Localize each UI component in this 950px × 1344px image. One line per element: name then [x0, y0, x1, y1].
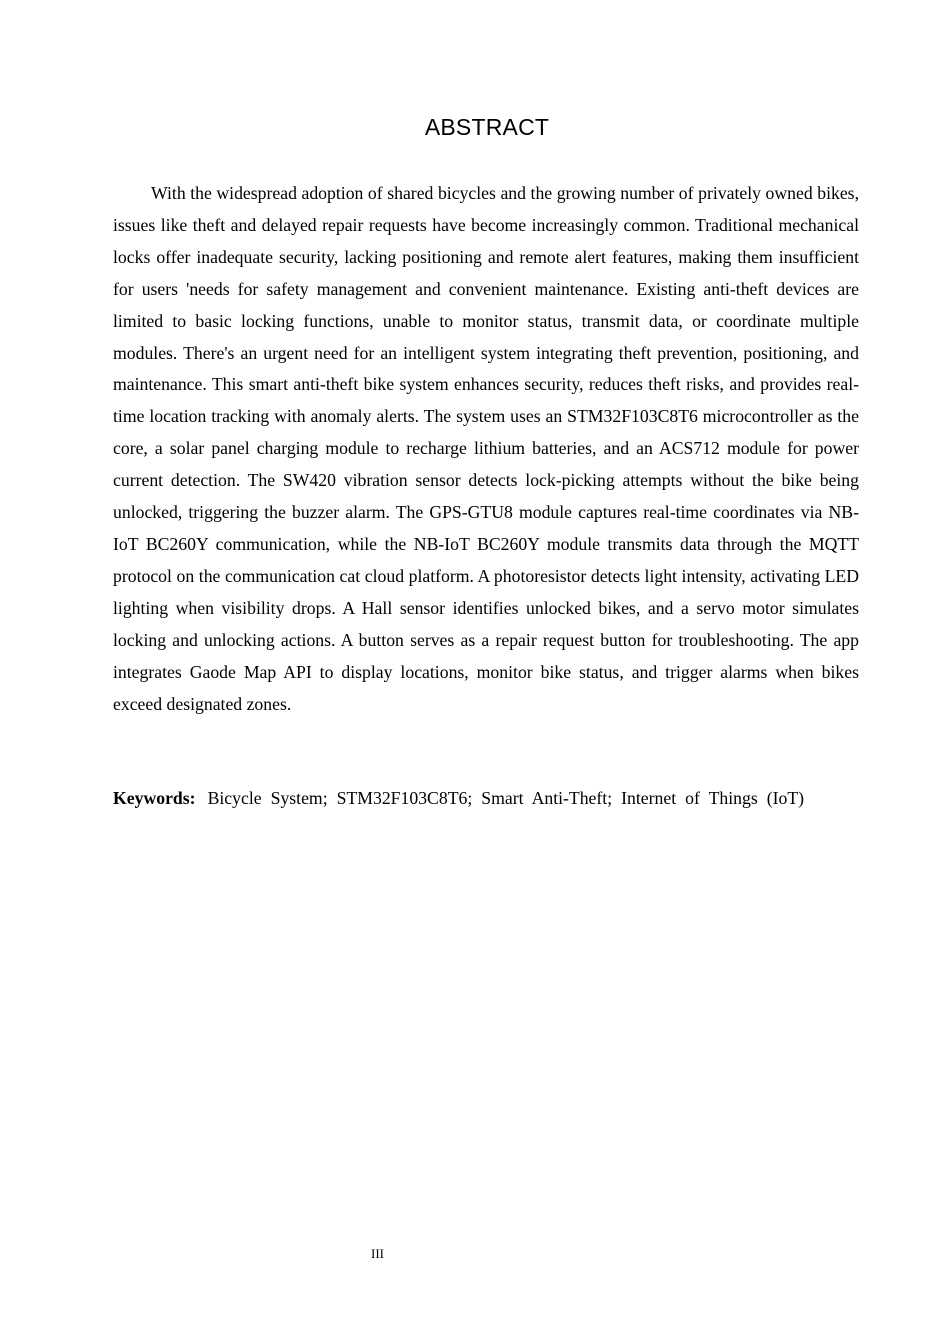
page-number: III [371, 1246, 384, 1261]
keywords-line [113, 783, 859, 815]
keywords-label: Keywords: [113, 788, 196, 808]
abstract-body-text: With the widespread adoption of shared bicycles and the growing number of privately owned bikes, issues like theft and delayed repair requests have become increasingly common. Traditional mechanical locks offer inadequate security, lacking positioning and remote alert features, making them insufficient for users 'needs for safety management and convenient maintenance. Existing anti-theft devices are limited to basic locking functions, unable to monitor status, transmit data, or coordinate multiple modules. There's an urgent need for an intelligent system integrating theft prevention, positioning, and maintenance. This smart anti-theft bike system enhances security, reduces theft risks, and provides real-time location tracking with anomaly alerts. The system uses an STM32F103C8T6 microcontroller as the core, a solar panel charging module to recharge lithium batteries, and an ACS712 module for power current detection. The SW420 vibration sensor detects lock-picking attempts without the bike being unlocked, triggering the buzzer alarm. The GPS-GTU8 module captures real-time coordinates via NB-IoT BC260Y communication, while the NB-IoT BC260Y module transmits data through the MQTT protocol on the communication cat cloud platform. A photoresistor detects light intensity, activating LED lighting when visibility drops. A Hall sensor identifies unlocked bikes, and a servo motor simulates locking and unlocking actions. A button serves as a repair request button for troubleshooting. The app integrates Gaode Map API to display locations, monitor bike status, and trigger alarms when bikes exceed designated zones. [113, 183, 859, 714]
keywords-text: Bicycle System; STM32F103C8T6; Smart Anti-Theft; Internet of Things (IoT) [207, 788, 805, 808]
abstract-title: ABSTRACT [424, 114, 550, 140]
